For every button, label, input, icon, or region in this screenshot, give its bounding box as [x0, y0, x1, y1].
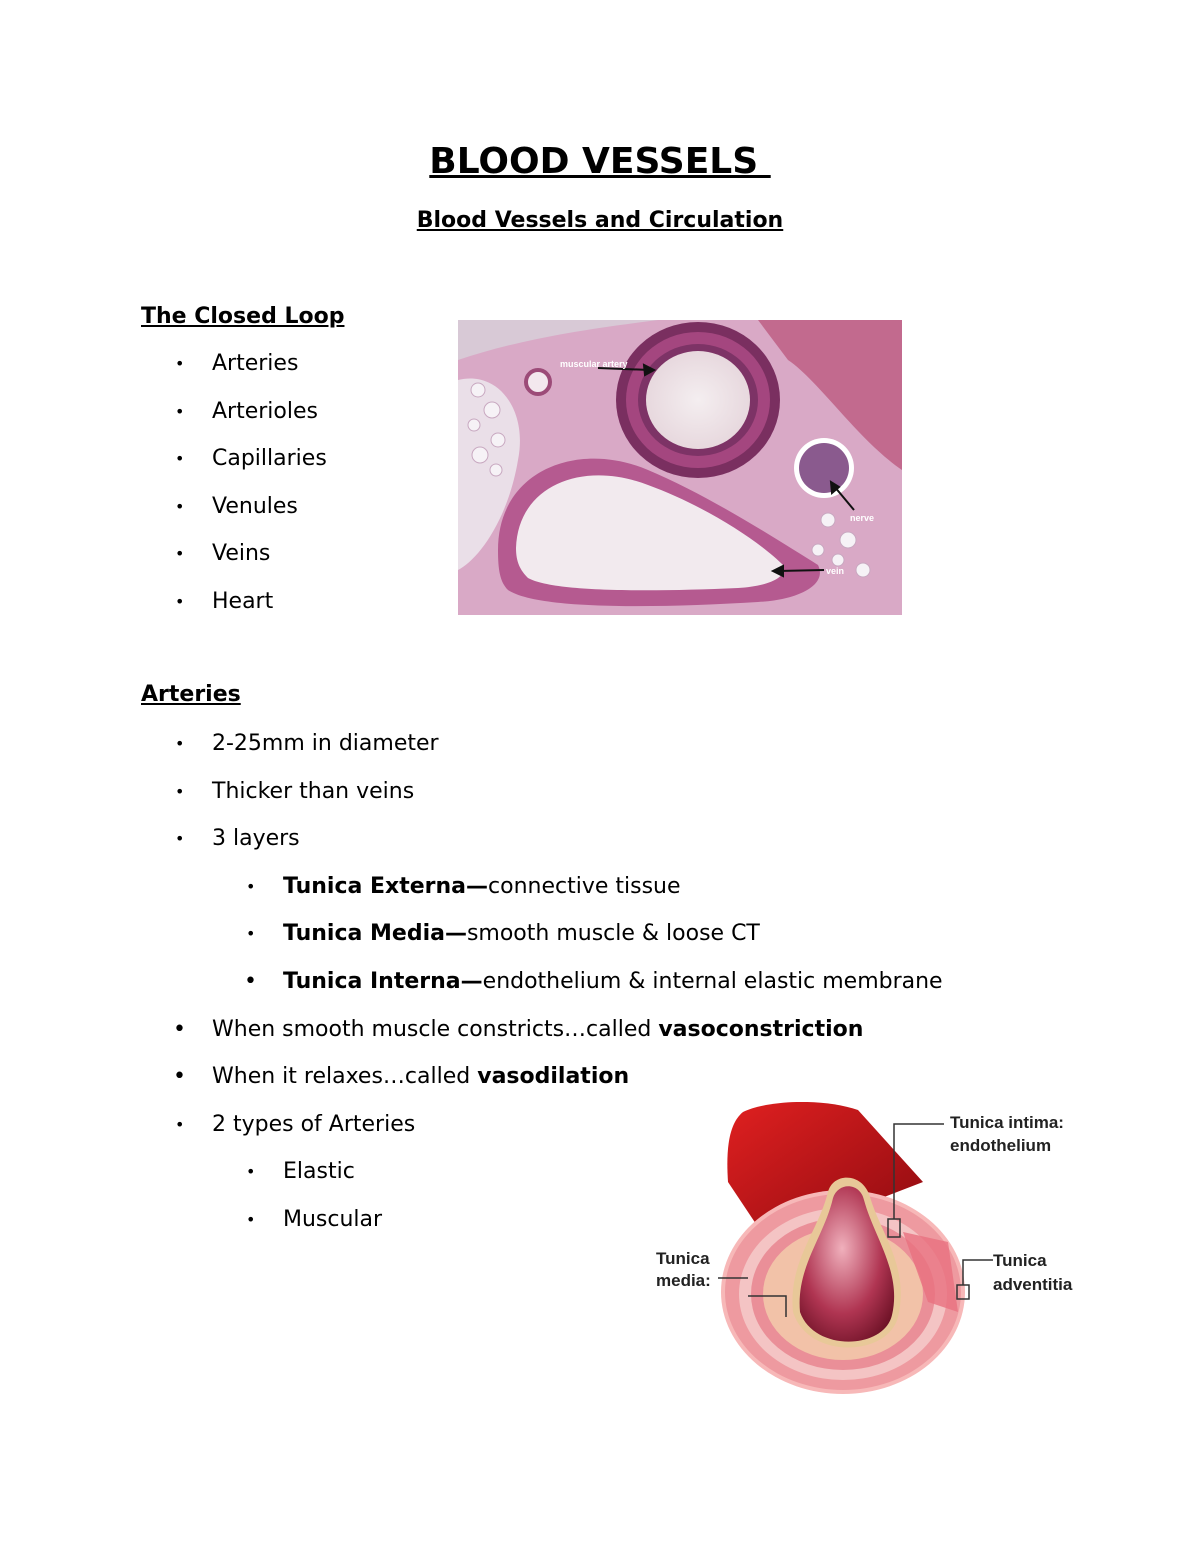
label-endothelium: endothelium	[950, 1136, 1052, 1155]
label-tunica-adventitia-2: adventitia	[993, 1275, 1073, 1294]
list-item: • Elastic	[246, 1159, 355, 1185]
list-item: • Capillaries	[175, 446, 327, 472]
list-item: • Thicker than veins	[175, 778, 415, 804]
list-item: • Tunica Interna—endothelium & internal elastic membrane	[244, 968, 943, 994]
label-tunica-intima: Tunica intima:	[950, 1113, 1064, 1132]
arteries-heading: Arteries	[141, 682, 241, 707]
list-item: • Tunica Media—smooth muscle & loose CT	[246, 921, 760, 947]
list-item: • Heart	[175, 588, 274, 614]
list-item: • Muscular	[246, 1206, 383, 1232]
closed-loop-heading: The Closed Loop	[141, 304, 345, 329]
list-item: • When it relaxes…called vasodilation	[173, 1064, 630, 1090]
list-item: • 3 layers	[175, 826, 300, 852]
list-item: • Venules	[175, 493, 298, 519]
list-item: • When smooth muscle constricts…called vasoconstriction	[173, 1016, 864, 1042]
label-tunica-adventitia-1: Tunica	[993, 1251, 1047, 1270]
artery-wall-diagram	[648, 1102, 1088, 1398]
list-item: • Arteries	[175, 351, 299, 376]
list-item: • Tunica Externa—connective tissue	[246, 873, 681, 899]
label-nerve: nerve	[850, 513, 875, 523]
closed-loop-list	[141, 350, 327, 636]
list-item: • Arterioles	[175, 398, 318, 424]
label-vein: vein	[826, 566, 845, 576]
list-item: • Veins	[175, 541, 271, 567]
histology-micrograph	[458, 320, 902, 615]
list-item: • 2-25mm in diameter	[175, 731, 439, 756]
page-subtitle: Blood Vessels and Circulation	[416, 208, 784, 233]
list-item: • 2 types of Arteries	[175, 1111, 416, 1137]
label-tunica-media-1: Tunica	[656, 1249, 710, 1268]
label-muscular-artery: muscular artery	[560, 359, 628, 369]
page-title: BLOOD VESSELS	[429, 141, 771, 182]
label-tunica-media-2: media:	[656, 1271, 711, 1290]
